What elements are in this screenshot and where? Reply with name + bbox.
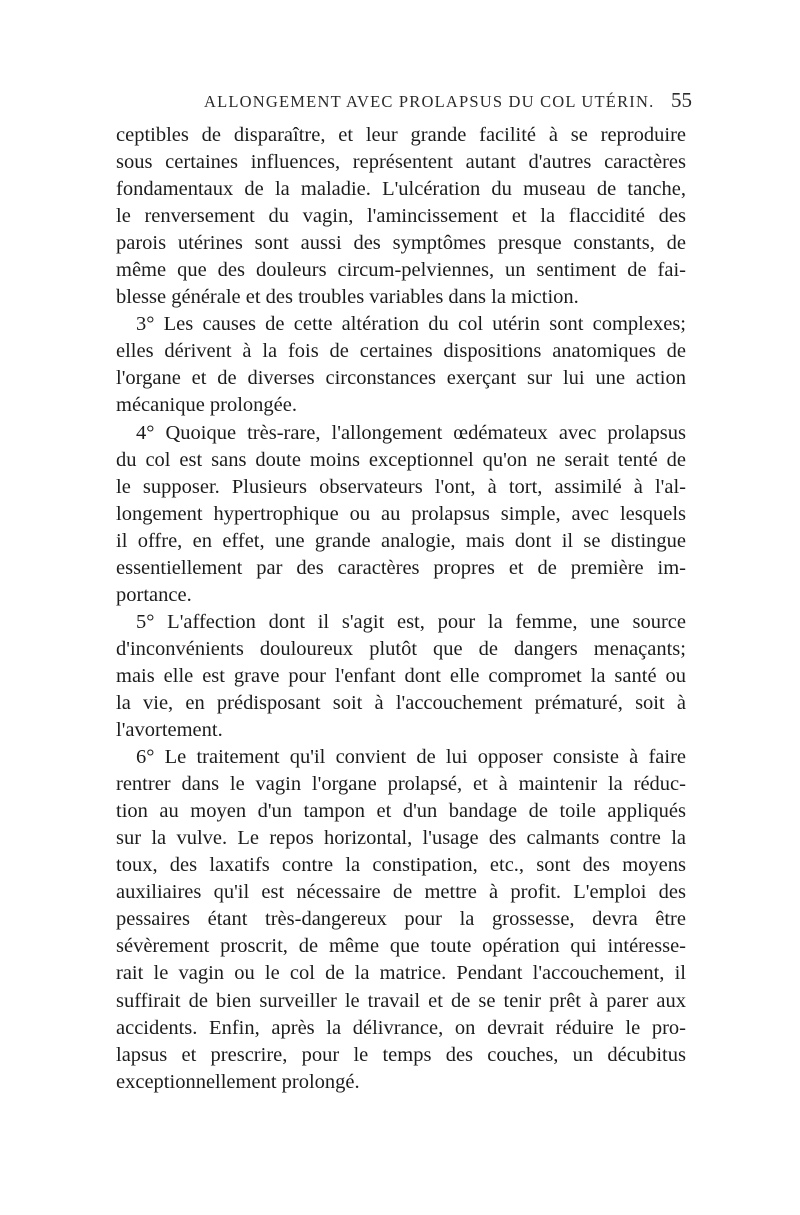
text-line: mais elle est grave pour l'enfant dont elle compromet la santé ou: [116, 664, 686, 687]
text-line: longement hypertrophique ou au prolapsus simple, avec lesquels: [116, 502, 686, 525]
text-line: le supposer. Plusieurs observateurs l'ont, à tort, assimilé à l'al-: [116, 475, 686, 498]
text-line: fondamentaux de la maladie. L'ulcération du museau de tanche,: [116, 178, 686, 201]
text-line: rait le vagin ou le col de la matrice. Pendant l'accouchement, il: [116, 962, 686, 985]
text-line: accidents. Enfin, après la délivrance, on devrait réduire le pro-: [116, 1016, 686, 1039]
text-line: rentrer dans le vagin l'organe prolapsé, et à maintenir la réduc-: [116, 773, 686, 796]
text-line: lapsus et prescrire, pour le temps des couches, un décubitus: [116, 1043, 686, 1066]
text-line: suffirait de bien surveiller le travail et de se tenir prêt à parer aux: [116, 989, 686, 1012]
body-text: [116, 122, 686, 1096]
text-line: 5° L'affection dont il s'agit est, pour la femme, une source: [136, 610, 686, 633]
text-line: tion au moyen d'un tampon et d'un bandage de toile appliqués: [116, 800, 686, 823]
text-line: toux, des laxatifs contre la constipation, etc., sont des moyens: [116, 854, 686, 877]
text-line: auxiliaires qu'il est nécessaire de mettre à profit. L'emploi des: [116, 881, 686, 904]
text-line: même que des douleurs circum-pelviennes, un sentiment de fai-: [116, 259, 686, 282]
text-line: l'organe et de diverses circonstances exerçant sur lui une action: [116, 367, 686, 390]
text-line: sévèrement proscrit, de même que toute opération qui intéresse-: [116, 935, 686, 958]
text-line: la vie, en prédisposant soit à l'accouchement prématuré, soit à: [116, 691, 686, 714]
text-line: parois utérines sont aussi des symptômes presque constants, de: [116, 232, 686, 255]
text-line: exceptionnellement prolongé.: [116, 1070, 360, 1093]
text-line: le renversement du vagin, l'amincissement et la flaccidité des: [116, 205, 686, 228]
text-line: pessaires étant très-dangereux pour la grossesse, devra être: [116, 908, 686, 931]
text-line: ceptibles de disparaître, et leur grande facilité à se reproduire: [116, 124, 686, 146]
text-line: 4° Quoique très-rare, l'allongement œdémateux avec prolapsus: [136, 421, 686, 444]
text-line: blesse générale et des troubles variables dans la miction.: [116, 286, 579, 309]
text-line: sous certaines influences, représentent autant d'autres caractères: [116, 151, 686, 174]
text-line: 3° Les causes de cette altération du col utérin sont complexes;: [136, 313, 686, 336]
text-line: il offre, en effet, une grande analogie, mais dont il se distingue: [116, 529, 686, 552]
text-line: sur la vulve. Le repos horizontal, l'usage des calmants contre la: [116, 827, 686, 850]
text-line: portance.: [116, 583, 192, 606]
text-line: elles dérivent à la fois de certaines dispositions anatomiques de: [116, 340, 686, 363]
text-line: essentiellement par des caractères propres et de première im-: [116, 556, 686, 579]
text-line: du col est sans doute moins exceptionnel qu'on ne serait tenté de: [116, 448, 686, 471]
text-line: l'avortement.: [116, 719, 223, 742]
text-line: mécanique prolongée.: [116, 394, 298, 417]
text-line: 6° Le traitement qu'il convient de lui opposer consiste à faire: [136, 746, 686, 769]
running-head: [116, 88, 692, 114]
running-title: ALLONGEMENT AVEC PROLAPSUS DU COL UTÉRIN.: [204, 92, 655, 111]
text-line: d'inconvénients douloureux plutôt que de dangers menaçants;: [116, 637, 686, 660]
page-number: 55: [671, 88, 692, 112]
